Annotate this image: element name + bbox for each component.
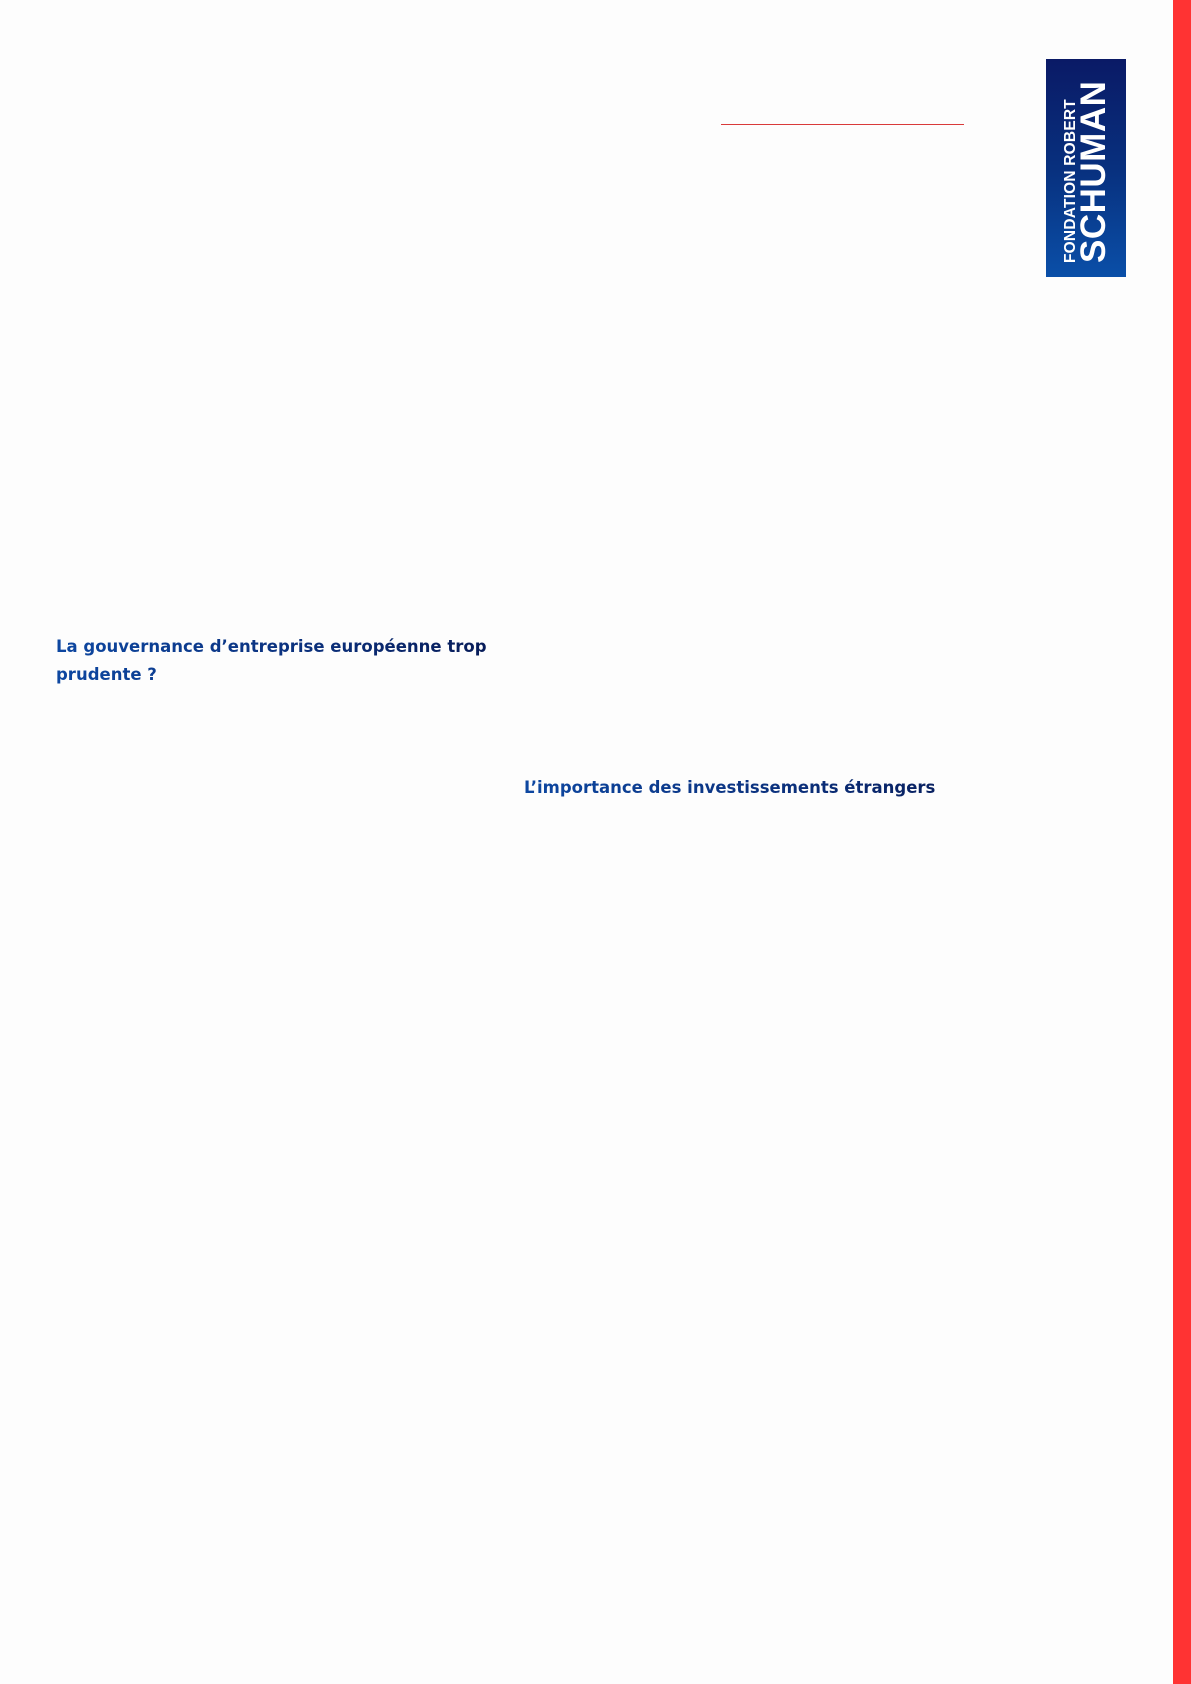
logo-line-schuman: SCHUMAN bbox=[1074, 80, 1113, 263]
right-edge-red-band bbox=[1173, 0, 1191, 1684]
section-heading-gouvernance: La gouvernance d’entreprise européenne trop prudente ? bbox=[56, 633, 496, 689]
logo-line-fondation-robert: FONDATION ROBERT bbox=[1062, 99, 1079, 263]
fondation-robert-schuman-logo bbox=[1046, 59, 1126, 277]
header-red-rule bbox=[721, 124, 964, 125]
logo-text bbox=[1062, 73, 1113, 263]
section-heading-investissements: L’importance des investissements étrangers bbox=[524, 774, 984, 802]
